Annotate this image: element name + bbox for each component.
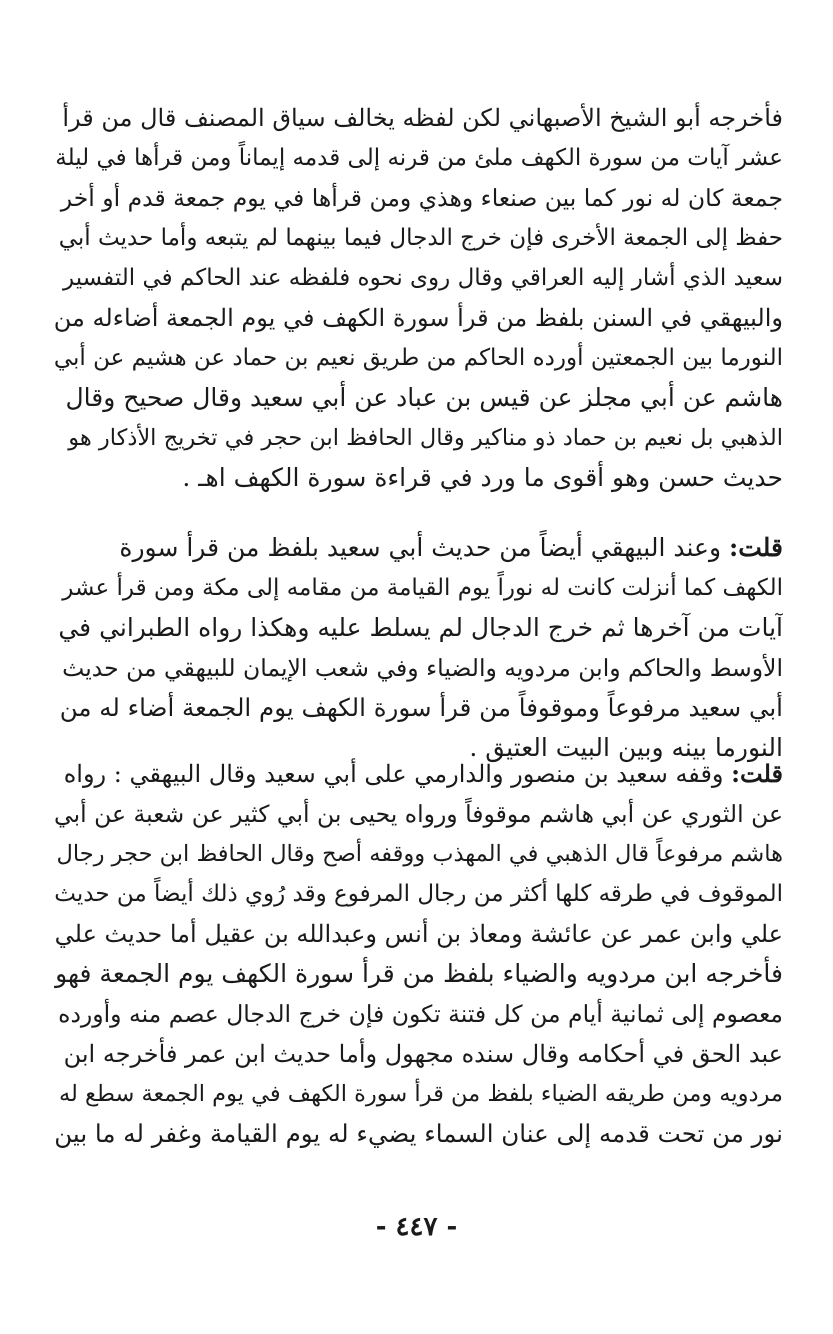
paragraph-line: عبد الحق في أحكامه وقال سنده مجهول وأما حديث ابن عمر فأخرجه ابن [63, 1040, 783, 1068]
paragraph-line: حديث حسن وهو أقوى ما ورد في قراءة سورة الكهف اهـ . [182, 463, 783, 492]
paragraph-line: الكهف كما أنزلت كانت له نوراً يوم القيامة من مقامه إلى مكة ومن قرأ عشر [62, 575, 783, 601]
paragraph-line: الموقوف في طرقه كلها أكثر من رجال المرفوع وقد رُوي ذلك أيضاً من حديث [54, 881, 783, 907]
paragraph-line: فأخرجه أبو الشيخ الأصبهاني لكن لفظه يخالف سياق المصنف قال من قرأ [62, 104, 783, 132]
paragraph-line: مردويه ومن طريقه الضياء بلفظ من قرأ سورة الكهف في يوم الجمعة سطع له [58, 1081, 783, 1107]
paragraph-line: هاشم مرفوعاً قال الذهبي في المهذب ووقفه أصح وقال الحافظ ابن حجر رجال [56, 841, 783, 867]
paragraph-line: علي وابن عمر عن عائشة ومعاذ بن أنس وعبدالله بن عقيل أما حديث علي [54, 920, 783, 948]
paragraph-line: نور من تحت قدمه إلى عنان السماء يضيء له يوم القيامة وغفر له ما بين [54, 1119, 783, 1148]
paragraph-line: عشر آيات من سورة الكهف ملئ من قرنه إلى قدمه إيماناً ومن قرأها في ليلة [55, 145, 783, 171]
paragraph-line: جمعة كان له نور كما بين صنعاء وهذي ومن قرأها في يوم جمعة قدم أو أخر [60, 184, 783, 212]
paragraph-3 [53, 754, 783, 1154]
paragraph-line: عن الثوري عن أبي هاشم موقوفاً ورواه يحيى بن أبي كثير عن شعبة عن أبي [54, 800, 783, 828]
paragraph-line: هاشم عن أبي مجلز عن قيس بن عباد عن أبي سعيد وقال صحيح وقال [65, 383, 783, 412]
paragraph-line: النورما بين الجمعتين أورده الحاكم من طريق نعيم بن حماد عن هشيم عن أبي [53, 345, 783, 371]
page-number: - ٤٤٧ - [375, 1212, 458, 1242]
paragraph-line: حفظ إلى الجمعة الأخرى فإن خرج الدجال فيما بينهما لم يتبعه وأما حديث أبي [58, 225, 783, 251]
paragraph-2 [53, 528, 783, 768]
paragraph-line [53, 528, 783, 568]
paragraph-line: الأوسط والحاكم وابن مردويه والضياء وفي شعب الإيمان للبيهقي من حديث [62, 654, 783, 682]
paragraph-line: معصوم إلى ثمانية أيام من كل فتنة تكون فإن خرج الدجال عصم منه وأورده [58, 1000, 783, 1028]
paragraph-line: آيات من آخرها ثم خرج الدجال لم يسلط عليه وهكذا رواه الطبراني في [58, 613, 783, 642]
paragraph-line-text: وقفه سعيد بن منصور والدارمي على أبي سعيد وقال البيهقي : رواه [63, 760, 724, 788]
paragraph-line: النورما بينه وبين البيت العتيق . [469, 733, 783, 762]
paragraph-line-text: وعند البيهقي أيضاً من حديث أبي سعيد بلفظ من قرأ سورة [119, 533, 722, 562]
paragraph-line: والبيهقي في السنن بلفظ من قرأ سورة الكهف في يوم الجمعة أضاءله من [53, 304, 783, 332]
paragraph-line: الذهبي بل نعيم بن حماد ذو مناكير وقال الحافظ ابن حجر في تخريج الأذكار هو [68, 425, 783, 451]
paragraph-1 [53, 98, 783, 498]
qult-label: قلت: [728, 533, 783, 562]
paragraph-line: فأخرجه ابن مردويه والضياء بلفظ من قرأ سورة الكهف يوم الجمعة فهو [55, 959, 783, 988]
qult-label: قلت: [731, 759, 783, 788]
paragraph-line: سعيد الذي أشار إليه العراقي وقال روى نحوه فلفظه عند الحاكم في التفسير [63, 265, 783, 291]
paragraph-line [53, 754, 783, 794]
paragraph-line: أبي سعيد مرفوعاً وموقوفاً من قرأ سورة الكهف يوم الجمعة أضاء له من [59, 693, 783, 722]
